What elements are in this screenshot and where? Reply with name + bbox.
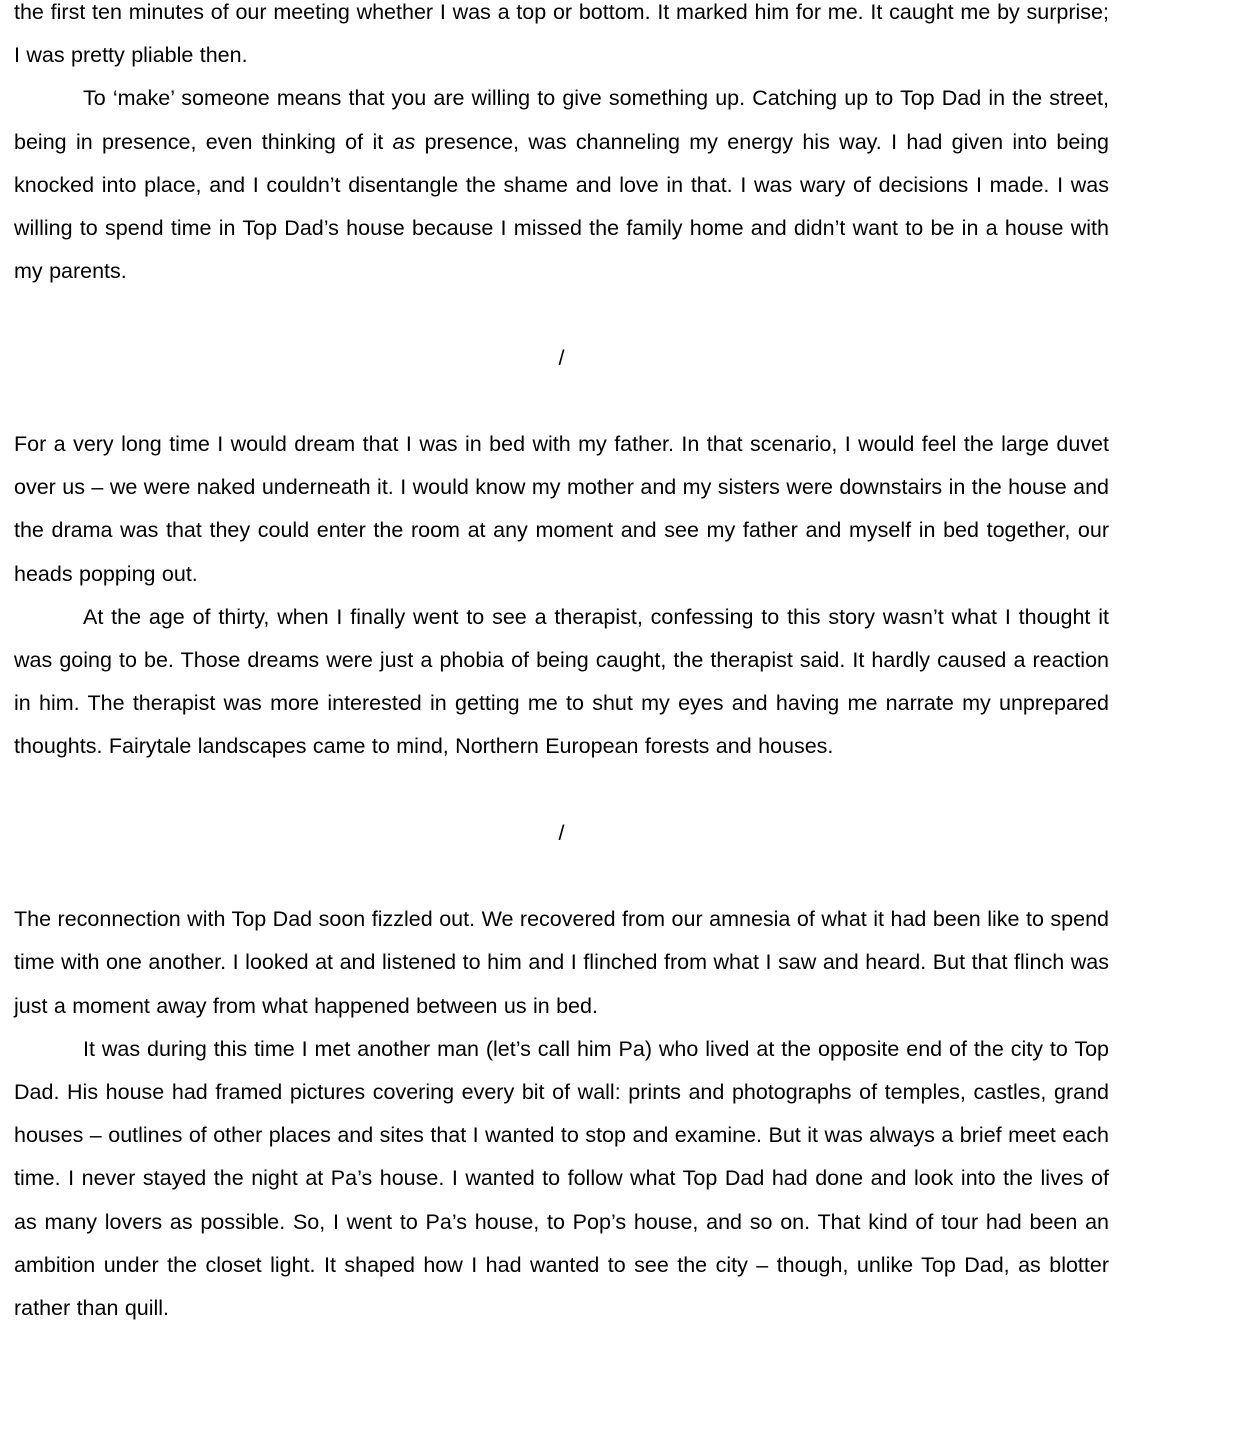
paragraph-continuation: the first ten minutes of our meeting whether I was a top or bottom. It marked him for me. It caught me by surprise; I was pretty pliable then. [14,0,1109,68]
document-body-text [14,0,1109,1330]
text-run: presence, was channeling my energy his way. I had given into being knocked into place, and I couldn’t disentangle the shame and love in that. I was wary of decisions I made. I was willing to spend time in Top Dad’s house because I missed the family home and didn’t want to be in a house with my parents. [14,129,1109,284]
paragraph [14,77,1109,293]
paragraph: It was during this time I met another man (let’s call him Pa) who lived at the opposite end of the city to Top Dad. His house had framed pictures covering every bit of wall: prints and photographs of temples, castles, grand houses – outlines of other places and sites that I wanted to stop and examine. But it was always a brief meet each time. I never stayed the night at Pa’s house. I wanted to follow what Top Dad had done and look into the lives of as many lovers as possible. So, I went to Pa’s house, to Pop’s house, and so on. That kind of tour had been an ambition under the closet light. It shaped how I had wanted to see the city – though, unlike Top Dad, as blotter rather than quill. [14,1036,1109,1321]
text-run: To ‘make’ someone means that you are willing to give something up. Catching up to Top Dad in the street, being in presence, even thinking of it [14,86,1109,154]
italic-text-run: as [392,129,416,154]
section-separator: / [558,345,565,370]
paragraph: At the age of thirty, when I finally went to see a therapist, confessing to this story wasn’t what I thought it was going to be. Those dreams were just a phobia of being caught, the therapist said. It hardly caused a reaction in him. The therapist was more interested in getting me to shut my eyes and having me narrate my unprepared thoughts. Fairytale landscapes came to mind, Northern European forests and houses. [14,604,1109,759]
section-separator: / [558,820,565,845]
paragraph: The reconnection with Top Dad soon fizzled out. We recovered from our amnesia of what it had been like to spend time with one another. I looked at and listened to him and I flinched from what I saw and heard. But that flinch was just a moment away from what happened between us in bed. [14,907,1109,1018]
paragraph: For a very long time I would dream that I was in bed with my father. In that scenario, I would feel the large duvet over us – we were naked underneath it. I would know my mother and my sisters were downstairs in the house and the drama was that they could enter the room at any moment and see my father and myself in bed together, our heads popping out. [14,432,1109,586]
